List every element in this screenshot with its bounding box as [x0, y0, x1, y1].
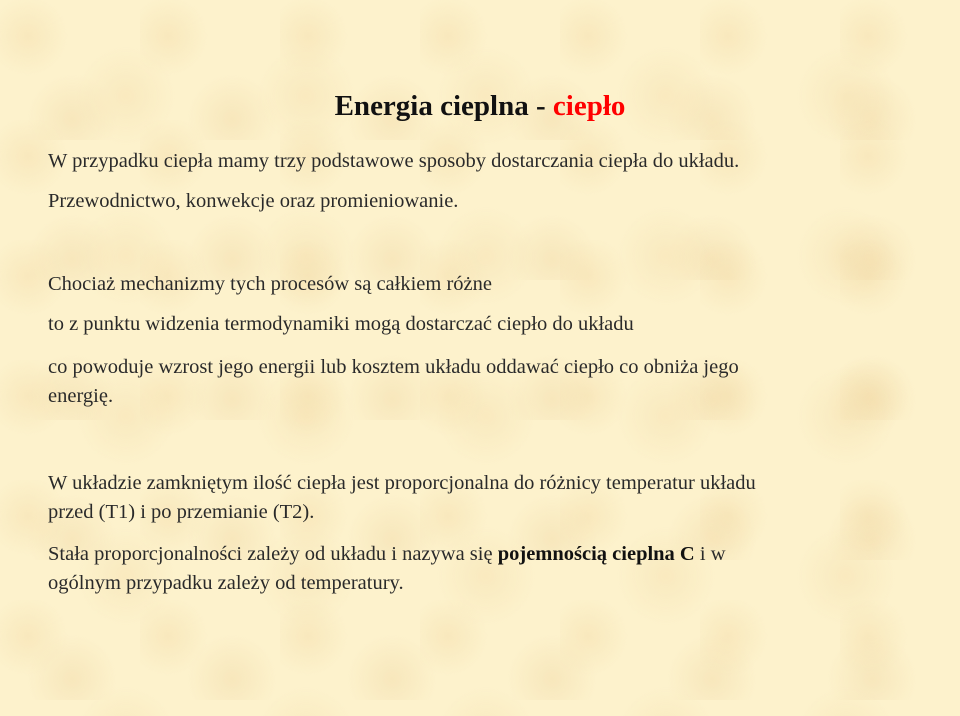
heat-capacity-term: pojemnością cieplna C: [497, 543, 695, 565]
slide-title-main: Energia cieplna -: [334, 90, 553, 122]
slide-title-accent: ciepło: [552, 90, 626, 122]
paragraph-heat-transfer-methods: [48, 141, 928, 221]
text-line: przed (T1) i po przemianie (T2).: [48, 501, 315, 523]
text-segment: Stała proporcjonalności zależy od układu i nazywa się: [48, 543, 498, 565]
text-line: co powoduje wzrost jego energii lub kosztem układu oddawać ciepło co obniża jego: [48, 356, 739, 378]
paragraph-closed-system: [48, 469, 928, 527]
slide-title: [0, 86, 960, 126]
paragraph-energy-change: [48, 353, 928, 411]
text-line: W przypadku ciepła mamy trzy podstawowe sposoby dostarczania ciepła do układu.: [48, 150, 740, 172]
paragraph-heat-capacity: [48, 540, 928, 598]
text-line: Przewodnictwo, konwekcje oraz promieniowanie.: [48, 190, 459, 212]
text-segment: i w: [694, 543, 726, 565]
text-line: [48, 540, 928, 569]
text-line: to z punktu widzenia termodynamiki mogą dostarczać ciepło do układu: [48, 313, 634, 335]
paragraph-mechanisms: [48, 264, 928, 344]
text-line: energię.: [48, 385, 114, 407]
text-line: ogólnym przypadku zależy od temperatury.: [48, 572, 404, 594]
text-line: Chociaż mechanizmy tych procesów są całkiem różne: [48, 273, 492, 295]
text-line: W układzie zamkniętym ilość ciepła jest proporcjonalna do różnicy temperatur układu: [48, 472, 756, 494]
